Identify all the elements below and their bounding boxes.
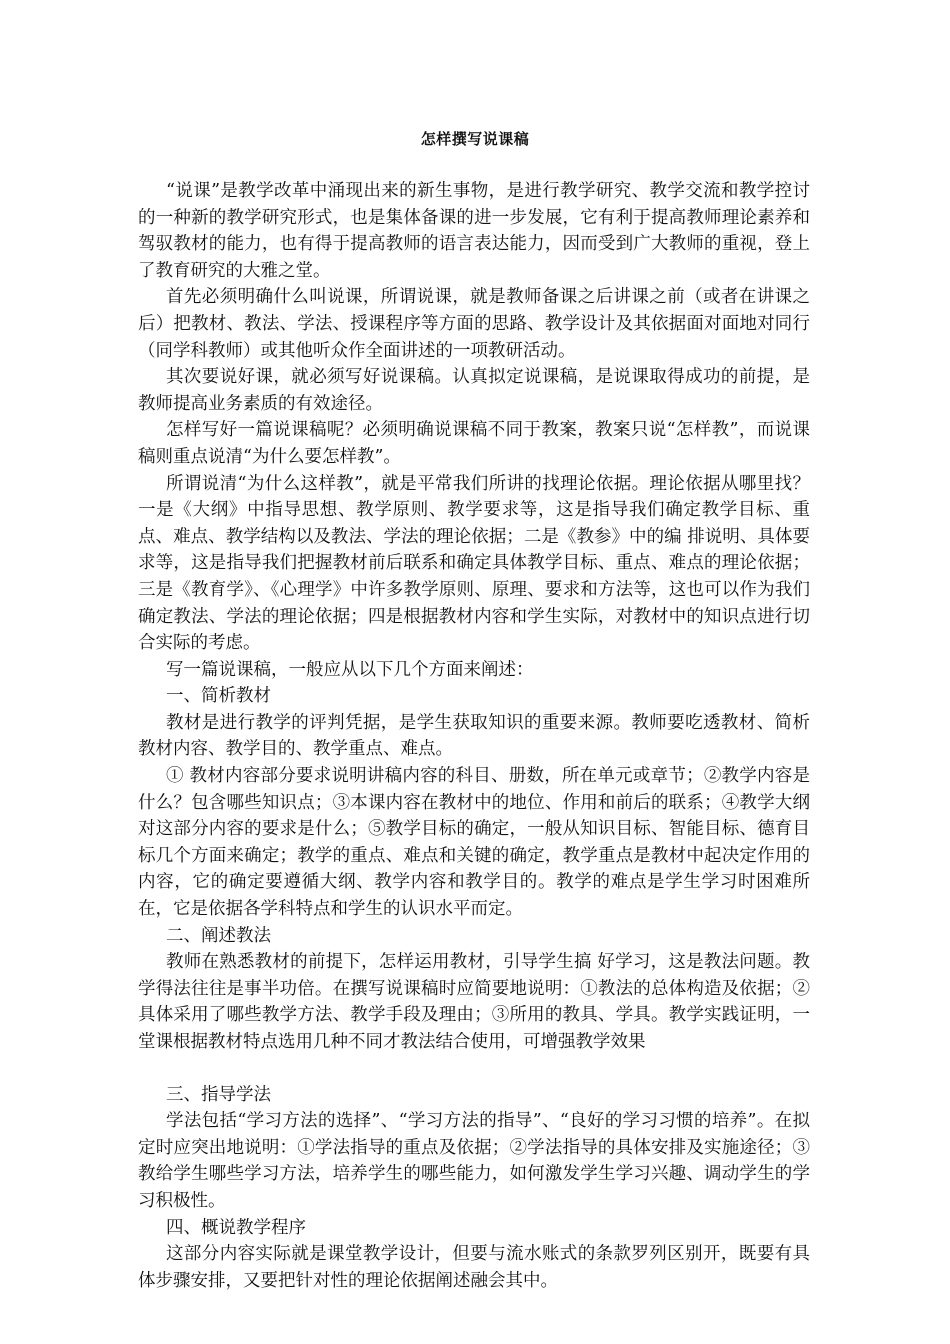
paragraph-intro: “说课”是教学改革中涌现出来的新生事物，是进行教学研究、教学交流和教学控讨的一种新的教学研究形式，也是集体备课的进一步发展，它有利于提高教师理论素养和驾驭教材的能力，也有得于提高教师的语言表达能力，因而受到广大教师的重视，登上了教育研究的大雅之堂。: [138, 181, 810, 281]
paragraph-theory-basis: 所谓说清“为什么这样教”，就是平常我们所讲的找理论依据。理论依据从哪里找？一是《大纲》中指导思想、教学原则、教学要求等，这是指导我们确定教学目标、重点、难点、教学结构以及教法、学法的理论依据；二是《教参》中的编 排说明、具体要求等，这是指导我们把握教材前后联系和确定具体教学目标、重点、难点的理论依据；三是《教育学》、《心理学》中许多教学原则、原理、要求和方法等，这也可以作为我们确定教法、学法的理论依据；四是根据教材内容和学生实际，对教材中的知识点进行切合实际的考虑。: [138, 473, 810, 654]
paragraph-procedure: 这部分内容实际就是课堂教学设计，但要与流水账式的条款罗列区别开，既要有具体步骤安排，又要把针对性的理论依据阐述融会其中。: [138, 1244, 810, 1291]
blank-line: [138, 1056, 810, 1082]
document-title: 怎样撰写说课稿: [420, 130, 530, 148]
paragraph-textbook: 教材是进行教学的评判凭据，是学生获取知识的重要来源。教师要吃透教材、简析教材内容、教学目的、教学重点、难点。: [138, 712, 810, 760]
section-heading-study: 三、指导学法: [166, 1084, 271, 1105]
paragraph-definition: 首先必须明确什么叫说课，所谓说课，就是教师备课之后讲课之前（或者在讲课之后）把教材、教法、学法、授课程序等方面的思路、教学设计及其依据面对面地对同行（同学科教师）或其他听众作全面讲述的一项教研活动。: [138, 287, 810, 361]
section-heading-textbook: 一、简析教材: [166, 686, 271, 707]
paragraph-method: 教师在熟悉教材的前提下，怎样运用教材，引导学生搞 好学习，这是教法问题。教学得法往往是事半功倍。在撰写说课稿时应简要地说明：①教法的总体构造及依据；②具体采用了哪些教学方法、教学手段及理由；③所用的教具、学具。教学实践证明，一堂课根据教材特点选用几种不同才教法结合使用，可增强教学效果: [138, 952, 810, 1052]
paragraph-aspects: 写一篇说课稿，一般应从以下几个方面来阐述：: [166, 659, 534, 680]
paragraph-study: 学法包括“学习方法的选择”、“学习方法的指导”、“良好的学习习惯的培养”。在拟定时应突出地说明：①学法指导的重点及依据；②学法指导的具体安排及实施途径；③教给学生哪些学习方法，培养学生的哪些能力，如何激发学生学习兴趣、调动学生的学习积极性。: [138, 1111, 810, 1211]
paragraph-textbook-details: ① 教材内容部分要求说明讲稿内容的科目、册数，所在单元或章节；②教学内容是什么？包含哪些知识点；③本课内容在教材中的地位、作用和前后的联系；④教学大纲对这部分内容的要求是什么；⑤教学目标的确定，一般从知识目标、智能目标、德育目标几个方面来确定；教学的重点、难点和关键的确定，教学重点是教材中起决定作用的内容，它的确定要遵循大纲、教学内容和教学目的。教学的难点是学生学习时困难所在，它是依据各学科特点和学生的认识水平而定。: [138, 766, 810, 920]
paragraph-how-to-write: 怎样写好一篇说课稿呢？必须明确说课稿不同于教案，教案只说“怎样教”，而说课稿则重点说清“为什么要怎样教”。: [138, 420, 810, 467]
document-body: [138, 178, 810, 1294]
paragraph-write-script: 其次要说好课，就必须写好说课稿。认真拟定说课稿，是说课取得成功的前提，是教师提高业务素质的有效途径。: [138, 367, 810, 414]
section-heading-procedure: 四、概说教学程序: [166, 1217, 306, 1238]
section-heading-method: 二、阐述教法: [166, 925, 271, 946]
